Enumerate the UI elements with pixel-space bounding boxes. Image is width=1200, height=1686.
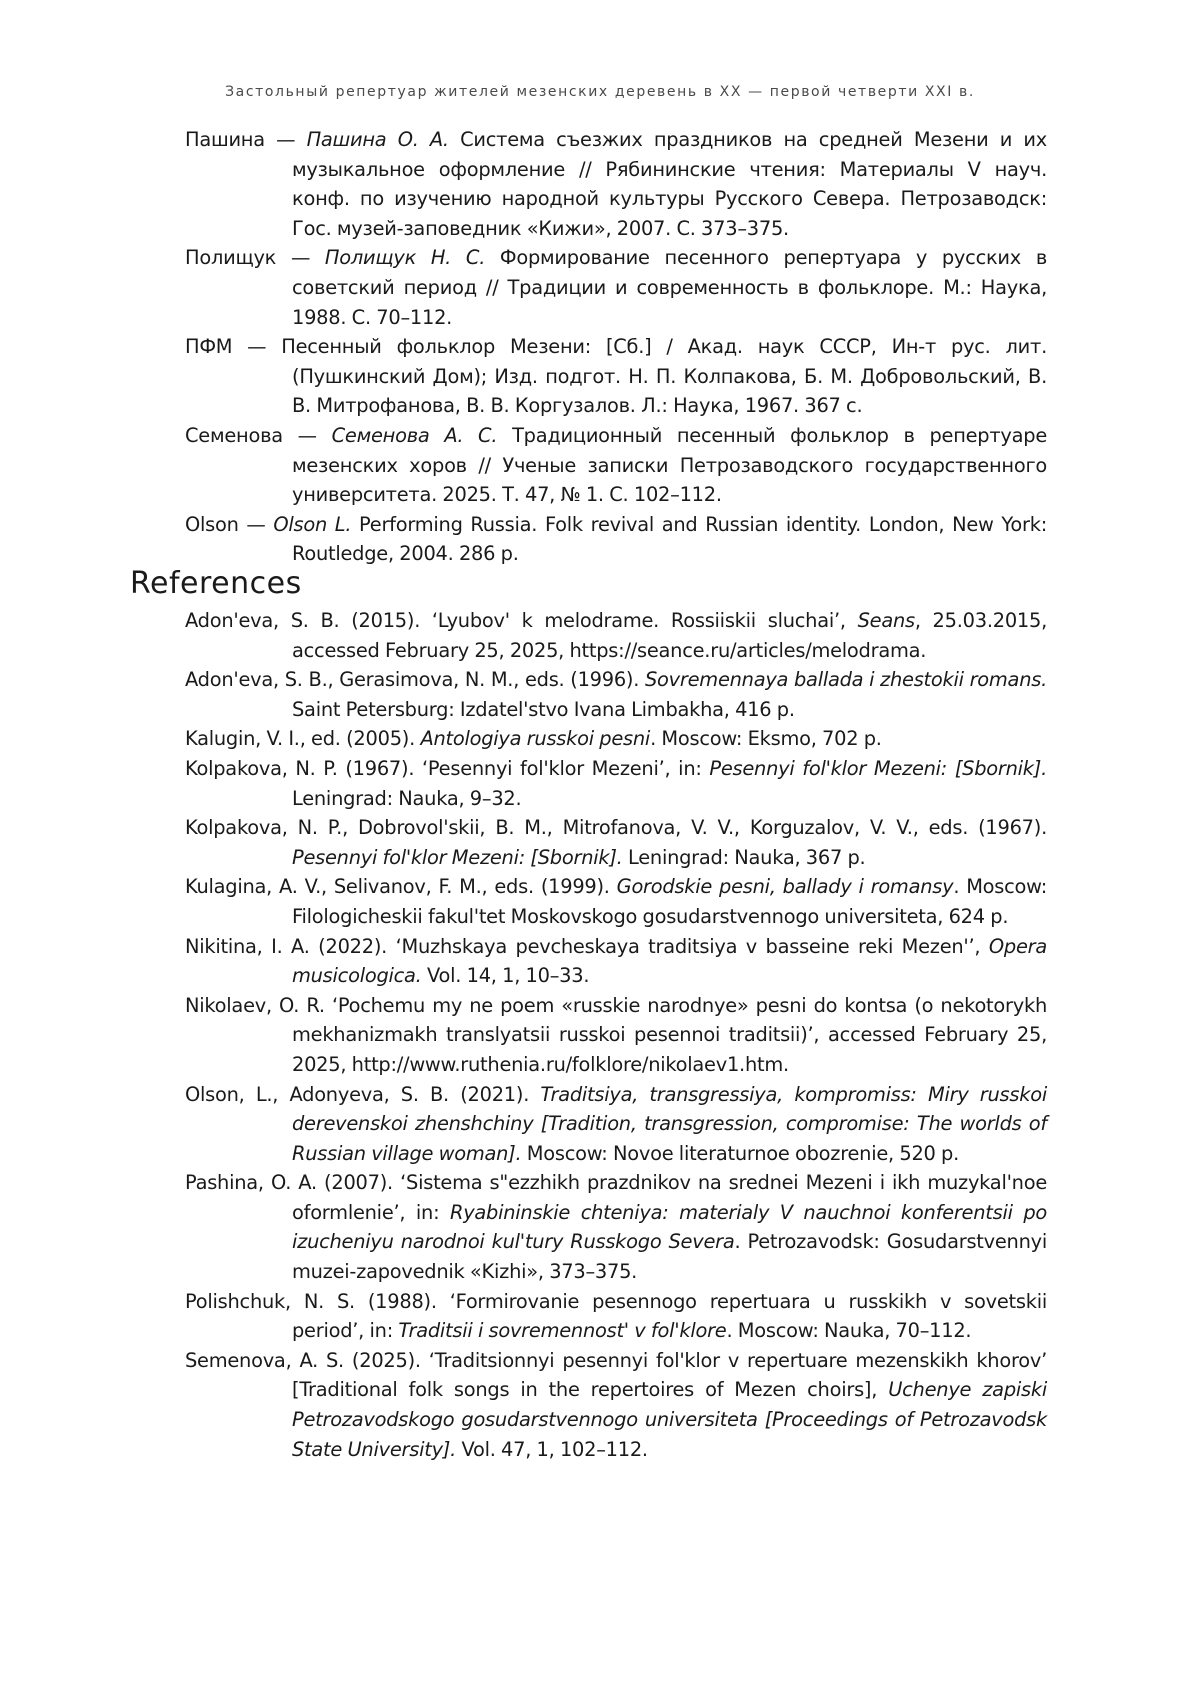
running-head: Застольный репертуар жителей мезенских деревень в ХХ — первой четверти XXI в. <box>225 84 975 100</box>
abbreviation-author: Семенова А. С. <box>331 423 498 447</box>
reference-entry: Pashina, O. A. (2007). ‘Sistema s"ezzhikh prazdnikov na srednei Mezeni i ikh muzykal'noe oformlenie’, in: Ryabininskie chteniya: materialy V nauchnoi konferentsii po izucheniyu narodnoi kul'tury Russkogo Severa. Petrozavodsk: Gosudarstvennyi muzei-zapovednik «Kizhi», 373–375. <box>185 1171 1047 1284</box>
abbreviation-text: Система съезжих праздников на средней Мезени и их музыкальное оформление // Рябининские чтения: Материалы V науч. конф. по изучению народной культуры Русского Севера. Петрозаводск: Гос. музей-заповедник «Кижи», 2007. С. 373–375. <box>292 128 1047 240</box>
reference-entry: Kulagina, A. V., Selivanov, F. M., eds. (1999). Gorodskie pesni, ballady i romansy. Moscow: Filologicheskii fakul'tet Moskovskogo gosudarstvennogo universiteta, 624 p. <box>185 875 1047 928</box>
reference-entry: Adon'eva, S. B. (2015). ‘Lyubov' k melodrame. Rossiiskii sluchai’, Seans, 25.03.2015, accessed February 25, 2025, https://seance.ru/articles/melodrama. <box>185 609 1047 662</box>
reference-entry: Polishchuk, N. S. (1988). ‘Formirovanie pesennogo repertuara u russkikh v sovetskii period’, in: Traditsii i sovremennost' v fol'klore. Moscow: Nauka, 70–112. <box>185 1289 1047 1343</box>
abbreviation-key: Пашина — <box>185 128 296 151</box>
abbreviation-entry <box>185 421 1047 510</box>
reference-entry: Nikitina, I. A. (2022). ‘Muzhskaya pevcheskaya traditsiya v basseine reki Mezen'’, Opera musicologica. Vol. 14, 1, 10–33. <box>185 934 1048 988</box>
abbreviation-entry <box>185 125 1047 243</box>
reference-entry: Semenova, A. S. (2025). ‘Traditsionnyi pesennyi fol'klor v repertuare mezenskikh khorov’ [Traditional folk songs in the repertoires of Mezen choirs], Uchenye zapiski Petrozavodskogo gosudarstvennogo universiteta [Proceedings of Petrozavodsk State University]. Vol. 47, 1, 102–112. <box>185 1348 1047 1461</box>
abbreviation-key: ПФМ — <box>185 335 267 359</box>
abbreviation-author: Пашина О. А. <box>306 128 449 151</box>
reference-entry: Kalugin, V. I., ed. (2005). Antologiya russkoi pesni. Moscow: Eksmo, 702 p. <box>185 727 882 751</box>
abbreviation-key: Olson — <box>185 512 266 536</box>
abbreviation-author: Полищук Н. С. <box>324 246 486 270</box>
reference-entry: Nikolaev, O. R. ‘Pochemu my ne poem «russkie narodnye» pesni do kontsa (o nekotorykh mekhanizmakh translyatsii russkoi pesennoi traditsii)’, accessed February 25, 2025, http://www.ruthenia.ru/folklore/nikolaev1.htm. <box>185 993 1047 1076</box>
reference-entry: Adon'eva, S. B., Gerasimova, N. M., eds. (1996). Sovremennaya ballada i zhestokii romans. Saint Petersburg: Izdatel'stvo Ivana Limbakha, 416 p. <box>185 668 1048 721</box>
abbreviation-text: Традиционный песенный фольклор в репертуаре мезенских хоров // Ученые записки Петрозаводского государственного университета. 2025. Т. 47, № 1. С. 102–112. <box>292 423 1047 507</box>
abbreviation-text: Песенный фольклор Мезени: [Сб.] / Акад. наук СССР, Ин-т рус. лит. (Пушкинский Дом); Изд. подгот. Н. П. Колпакова, Б. М. Добровольский, В. В. Митрофанова, В. В. Коргузалов. Л.: Наука, 1967. 367 с. <box>281 335 1047 418</box>
abbreviation-text: Формирование песенного репертуара у русских в советский период // Традиции и современность в фольклоре. М.: Наука, 1988. С. 70–112. <box>292 246 1047 329</box>
abbreviation-author: Olson L. <box>273 512 352 536</box>
abbreviation-entry <box>185 332 1047 421</box>
abbreviation-text: Performing Russia. Folk revival and Russian identity. London, New York: Routledge, 2004. 286 p. <box>292 512 1048 566</box>
abbreviation-entry <box>185 243 1047 332</box>
abbreviation-key: Полищук — <box>185 246 311 270</box>
reference-entry: Olson, L., Adonyeva, S. B. (2021). Traditsiya, transgressiya, kompromiss: Miry russkoi derevenskoi zhenshchiny [Tradition, transgression, compromise: The worlds of Russian village woman]. Moscow: Novoe literaturnoe obozrenie, 520 p. <box>185 1082 1047 1165</box>
references-list <box>185 606 1047 1464</box>
reference-entry: Kolpakova, N. P. (1967). ‘Pesennyi fol'klor Mezeni’, in: Pesennyi fol'klor Mezeni: [Sbornik]. Leningrad: Nauka, 9–32. <box>185 756 1047 810</box>
abbreviation-entry <box>185 510 1047 569</box>
reference-entry: Kolpakova, N. P., Dobrovol'skii, B. M., Mitrofanova, V. V., Korguzalov, V. V., eds. (1967). Pesennyi fol'klor Mezeni: [Sbornik]. Leningrad: Nauka, 367 p. <box>185 816 1047 869</box>
abbreviation-key: Семенова — <box>185 423 317 447</box>
references-heading: References <box>130 566 302 601</box>
abbreviations-list <box>185 125 1047 569</box>
